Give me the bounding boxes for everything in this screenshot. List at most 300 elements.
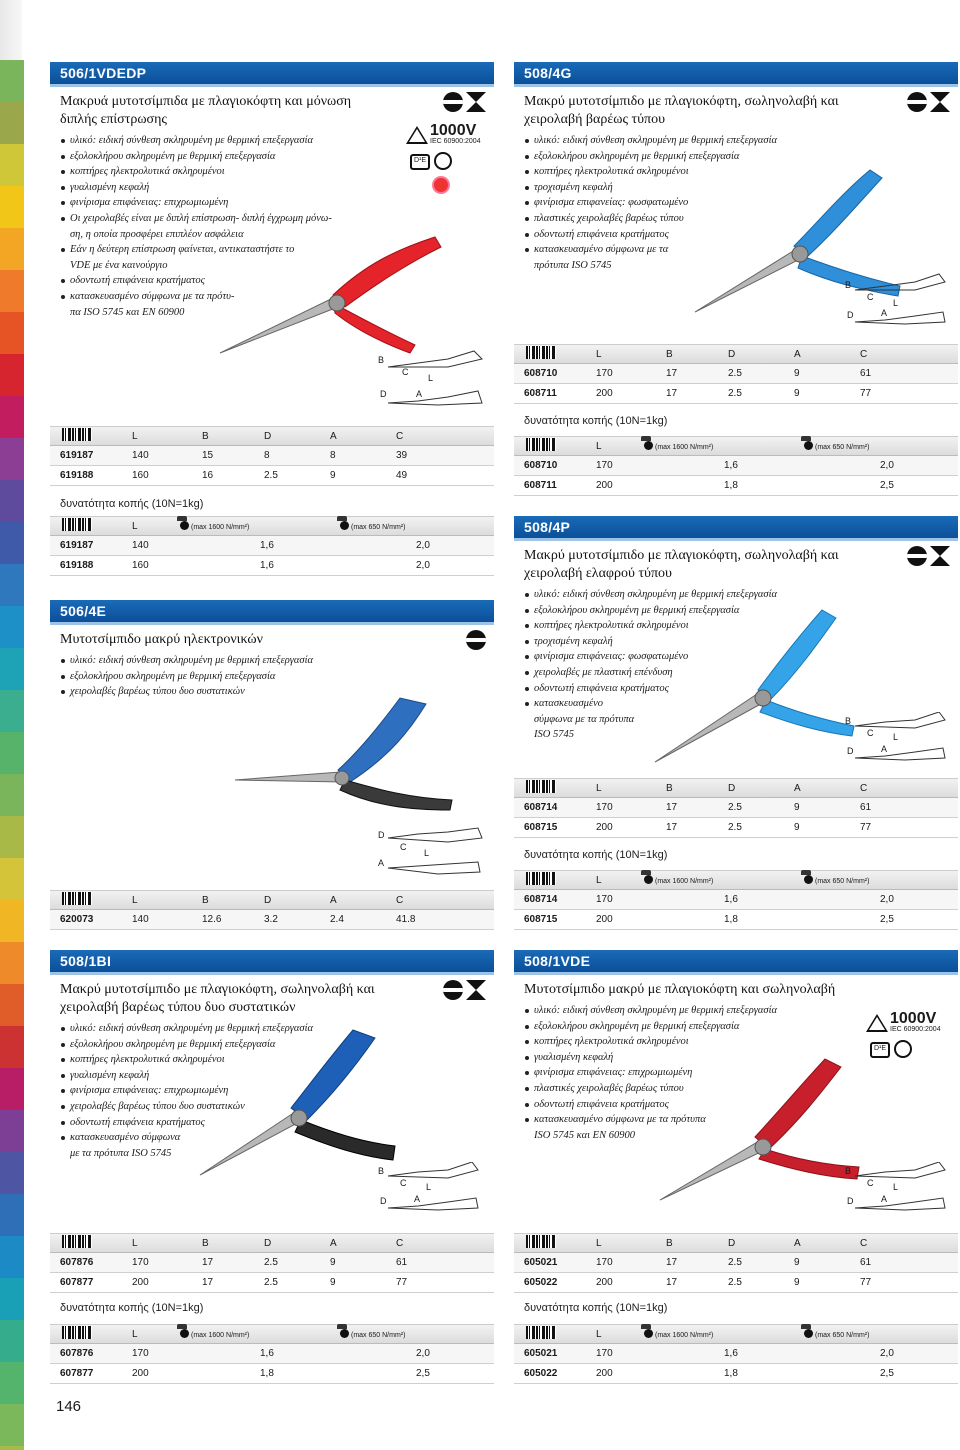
dimension-diagram: D C L A (378, 826, 498, 896)
product-title: Μακρύ μυτοτσίμπιδο με πλαγιοκόφτη, σωληνολαβή και χειρολαβή βαρέως τύπου δυο συστατικών (60, 982, 375, 1015)
column-header: D (728, 1237, 736, 1249)
feature-item: κοπτήρες ηλεκτρολυτικά σκληρυμένοι (524, 1034, 958, 1050)
color-tab (0, 186, 24, 228)
feature-item: οδοντωτή επιφάνεια κρατήματος (524, 227, 958, 243)
color-tab (0, 1194, 24, 1236)
column-header: C (396, 1237, 404, 1249)
pliers-image-red-vde (655, 1045, 865, 1205)
table-row (514, 1273, 958, 1293)
table-row (514, 384, 958, 404)
feature-item: φινίρισμα επιφανείας: φωσφατωμένο (524, 195, 958, 211)
color-tab (0, 732, 24, 774)
table-cell: 2,5 (880, 480, 894, 491)
table-cell: 2.5 (264, 1257, 278, 1268)
column-header: L (132, 1328, 138, 1340)
column-header: L (596, 348, 602, 360)
table-cell: 607877 (60, 1368, 94, 1379)
table-cell: 200 (596, 1277, 613, 1288)
column-header: D (728, 348, 736, 360)
table-cell: 2.5 (264, 470, 278, 481)
column-header: L (132, 430, 138, 442)
nose-icon (466, 630, 486, 650)
table-cell: 1,8 (724, 1368, 738, 1379)
table-cell: 608714 (524, 894, 558, 905)
table-cell: 9 (794, 802, 800, 813)
table-cell: 2.5 (728, 1277, 742, 1288)
color-tab (0, 1362, 24, 1404)
cutting-capacity-table (50, 516, 494, 576)
feature-item: χειρολαβές με πλαστική επένδυση (524, 665, 958, 681)
table-cell: 607877 (60, 1277, 94, 1288)
table-row (514, 364, 958, 384)
feature-item: κατασκευασμένο σύμφωνα με τα (524, 242, 958, 258)
feature-item: υλικό: ειδική σύνθεση σκληρυμένη με θερμική επεξεργασία (524, 587, 958, 603)
dimensions-table (50, 890, 494, 930)
table-cell: 605022 (524, 1368, 558, 1379)
barcode-icon (62, 518, 92, 531)
feature-item: φινίρισμα επιφάνειας: φωσφατωμένο (524, 649, 958, 665)
table-header (514, 1233, 958, 1253)
color-tab (0, 480, 24, 522)
column-header: (max 1600 N/mm²) (180, 521, 340, 532)
feature-item: εξολοκλήρου σκληρυμένη με θερμική επεξεργασία (524, 1019, 958, 1035)
feature-item: κοπτήρες ηλεκτρολυτικά σκληρυμένοι (60, 1052, 494, 1068)
barcode-icon (62, 892, 92, 905)
table-cell: 77 (860, 388, 872, 399)
column-header: C (860, 348, 868, 360)
column-header: A (330, 430, 337, 442)
color-tab (0, 1152, 24, 1194)
table-cell: 619188 (60, 470, 94, 481)
table-cell: 200 (596, 822, 613, 833)
feature-item: χειρολαβές βαρέως τύπου δυο συστατικών (60, 684, 494, 700)
column-header: D (264, 430, 272, 442)
table-cell: 140 (132, 914, 149, 925)
column-header: L (596, 874, 602, 886)
table-cell: 61 (860, 802, 872, 813)
cutting-capacity-table (514, 870, 958, 930)
table-cell: 1,8 (260, 1368, 274, 1379)
color-tab (0, 984, 24, 1026)
table-header (50, 1324, 494, 1344)
table-header (514, 436, 958, 456)
table-cell: 15 (202, 450, 214, 461)
feature-item: κατασκευασμένο σύμφωνα (60, 1130, 494, 1146)
table-header (514, 1324, 958, 1344)
color-tab (0, 1446, 24, 1450)
cutter-icon (930, 92, 950, 112)
dimension-diagram: B C L D A (845, 1162, 960, 1232)
dimension-diagram: B C L D A (378, 345, 498, 415)
column-header: L (596, 440, 602, 452)
color-tab (0, 144, 24, 186)
feature-item: φινίρισμα επιφάνειας: επιχρωμιωμένη (60, 1083, 494, 1099)
hardness-icon (804, 875, 813, 884)
table-row (50, 446, 494, 466)
table-cell: 17 (202, 1257, 214, 1268)
vde-shield-icon: D¹E (870, 1042, 890, 1058)
nose-icon (443, 980, 463, 1000)
table-cell: 170 (596, 460, 613, 471)
column-header: L (596, 782, 602, 794)
column-header: (max 650 N/mm²) (340, 521, 494, 532)
nose-icon (907, 546, 927, 566)
table-row (514, 910, 958, 930)
column-header: B (666, 348, 673, 360)
column-header: D (264, 1237, 272, 1249)
table-cell: 9 (330, 1277, 336, 1288)
pliers-image-bicomponent (195, 1020, 405, 1180)
gs-mark-icon (434, 152, 452, 170)
iec-standard: IEC 60900:2004 (890, 1026, 941, 1033)
vde-certification-mark (864, 1010, 944, 1090)
color-tab (0, 690, 24, 732)
feature-item: υλικό: ειδική σύνθεση σκληρυμένη με θερμική επεξεργασία (60, 1021, 494, 1037)
table-row (514, 890, 958, 910)
column-header: (max 650 N/mm²) (804, 875, 958, 886)
column-header: A (330, 1237, 337, 1249)
table-cell: 9 (794, 368, 800, 379)
feature-item: εξολοκλήρου σκληρυμένη με θερμική επεξεργασία (60, 149, 494, 165)
color-tab (0, 858, 24, 900)
color-tab (0, 522, 24, 564)
table-cell: 608715 (524, 822, 558, 833)
dimension-diagram: B C L D A (378, 1162, 498, 1232)
cutting-capacity-table (514, 1324, 958, 1384)
barcode-icon (62, 428, 92, 441)
table-row (50, 1273, 494, 1293)
color-tab (0, 942, 24, 984)
column-header: (max 650 N/mm²) (340, 1329, 494, 1340)
column-header: A (794, 1237, 801, 1249)
product-code: 506/1VDEDP (50, 62, 494, 84)
table-cell: 17 (666, 368, 678, 379)
color-tab (0, 1236, 24, 1278)
cutter-icon (466, 92, 486, 112)
nose-icon (907, 92, 927, 112)
table-cell: 605021 (524, 1257, 558, 1268)
column-header: L (596, 1328, 602, 1340)
table-cell: 170 (596, 802, 613, 813)
feature-item: πλαστικές χειρολαβές βαρέως τύπου (524, 1081, 958, 1097)
cutting-capacity-table (514, 436, 958, 496)
table-cell: 1,6 (724, 894, 738, 905)
table-cell: 140 (132, 540, 149, 551)
table-cell: 2,5 (416, 1368, 430, 1379)
table-cell: 2,5 (880, 914, 894, 925)
cutting-capacity-caption: δυνατότητα κοπής (10N=1kg) (524, 415, 668, 427)
hardness-icon (804, 1329, 813, 1338)
table-header (50, 890, 494, 910)
column-header: L (132, 1237, 138, 1249)
column-header: C (396, 430, 404, 442)
feature-item: χειρολαβές βαρέως τύπου δυο συστατικών (60, 1099, 494, 1115)
color-tab (0, 354, 24, 396)
table-cell: 41.8 (396, 914, 416, 925)
table-row (514, 1344, 958, 1364)
feature-item: Οι χειρολαβές είναι με διπλή επίστρωση- διπλή έγχρωμη μόνω- (60, 211, 494, 227)
table-cell: 77 (860, 822, 872, 833)
table-cell: 608710 (524, 460, 558, 471)
table-header (50, 516, 494, 536)
pliers-image-red-insulated (215, 225, 445, 360)
table-cell: 2.5 (728, 802, 742, 813)
barcode-icon (526, 780, 556, 793)
table-cell: 2,0 (880, 460, 894, 471)
feature-item: πα ISO 5745 και EN 60900 (70, 306, 185, 318)
dimension-diagram: B C L D A (845, 712, 960, 782)
feature-item: ISO 5745 και EN 60900 (534, 1129, 635, 1141)
table-cell: 140 (132, 450, 149, 461)
color-tab (0, 774, 24, 816)
column-header: B (202, 430, 209, 442)
vde-voltage: 1000V (430, 122, 477, 139)
table-cell: 608711 (524, 388, 557, 399)
feature-item: φινίρισμα επιφάνειας: επιχρωμιωμένη (524, 1065, 958, 1081)
table-row (50, 1253, 494, 1273)
hardness-icon (180, 1329, 189, 1338)
warning-triangle-icon (406, 126, 428, 144)
table-row (50, 466, 494, 486)
table-header (514, 870, 958, 890)
table-cell: 2,5 (880, 1368, 894, 1379)
feature-item: εξολοκλήρου σκληρυμένη με θερμική επεξεργασία (524, 603, 958, 619)
color-tab (0, 1404, 24, 1446)
table-cell: 9 (794, 388, 800, 399)
color-tab (0, 1278, 24, 1320)
table-cell: 2.5 (728, 1257, 742, 1268)
table-cell: 17 (666, 1277, 678, 1288)
double-insulation-icon (434, 178, 448, 192)
column-header: (max 650 N/mm²) (804, 1329, 958, 1340)
table-row (514, 456, 958, 476)
color-tab (0, 396, 24, 438)
table-cell: 8 (330, 450, 336, 461)
table-cell: 2,0 (416, 1348, 430, 1359)
product-title: Μυτοτσίμπιδο μακρύ με πλαγιοκόφτη και σωληνολαβή (524, 982, 836, 997)
table-cell: 12.6 (202, 914, 222, 925)
vde-certification-mark (404, 122, 484, 202)
feature-item: φινίρισμα επιφάνειας: επιχρωμιωμένη (60, 195, 494, 211)
table-header (50, 1233, 494, 1253)
product-title: Μακρύ μυτοτσίμπιδο με πλαγιοκόφτη, σωληνολαβή και χειρολαβή βαρέως τύπου (524, 94, 839, 127)
column-header: (max 1600 N/mm²) (644, 1329, 804, 1340)
feature-item: τροχισμένη κεφαλή (524, 634, 958, 650)
barcode-icon (62, 1235, 92, 1248)
product-code: 508/1BI (50, 950, 494, 972)
table-cell: 9 (330, 1257, 336, 1268)
table-cell: 61 (860, 368, 872, 379)
column-header: D (264, 894, 272, 906)
table-cell: 77 (396, 1277, 408, 1288)
dimensions-table (50, 1233, 494, 1293)
table-cell: 170 (132, 1348, 149, 1359)
pliers-type-icons (907, 92, 950, 112)
color-tab (0, 102, 24, 144)
column-header: A (330, 894, 337, 906)
color-tab (0, 1320, 24, 1362)
table-cell: 1,6 (724, 460, 738, 471)
table-cell: 9 (794, 1277, 800, 1288)
column-header: (max 1600 N/mm²) (644, 875, 804, 886)
color-tab (0, 228, 24, 270)
feature-item: κοπτήρες ηλεκτρολυτικά σκληρυμένοι (60, 164, 494, 180)
table-cell: 619188 (60, 560, 94, 571)
table-row (514, 798, 958, 818)
table-row (514, 1364, 958, 1384)
hardness-icon (644, 441, 653, 450)
table-cell: 170 (596, 368, 613, 379)
table-cell: 17 (666, 822, 678, 833)
table-cell: 200 (132, 1368, 149, 1379)
dimensions-table (514, 778, 958, 838)
table-cell: 1,6 (260, 1348, 274, 1359)
table-cell: 2.5 (728, 388, 742, 399)
table-cell: 2.5 (728, 368, 742, 379)
table-row (50, 536, 494, 556)
feature-item: σύμφωνα με τα πρότυπα (534, 713, 635, 725)
column-header: B (202, 894, 209, 906)
product-code: 508/4G (514, 62, 958, 84)
pliers-type-icons (907, 546, 950, 566)
table-row (514, 818, 958, 838)
table-cell: 608715 (524, 914, 558, 925)
color-tab (0, 1026, 24, 1068)
color-tab (0, 312, 24, 354)
vde-voltage: 1000V (890, 1010, 937, 1027)
feature-item: εξολοκλήρου σκληρυμένη με θερμική επεξεργασία (60, 669, 494, 685)
hardness-icon (644, 875, 653, 884)
feature-item: Εάν η δεύτερη επίστρωση φαίνεται, αντικαταστήστε το (60, 242, 494, 258)
table-cell: 2.5 (264, 1277, 278, 1288)
barcode-icon (526, 1235, 556, 1248)
column-header: A (794, 782, 801, 794)
table-cell: 9 (794, 822, 800, 833)
table-header (514, 344, 958, 364)
table-cell: 2,0 (416, 540, 430, 551)
nose-icon (443, 92, 463, 112)
color-tab (0, 648, 24, 690)
table-cell: 2,0 (880, 1348, 894, 1359)
table-row (514, 1253, 958, 1273)
table-cell: 39 (396, 450, 408, 461)
product-code: 508/1VDE (514, 950, 958, 972)
feature-item: γυαλισμένη κεφαλή (524, 1050, 958, 1066)
gs-mark-icon (894, 1040, 912, 1058)
table-cell: 605022 (524, 1277, 558, 1288)
cutting-capacity-caption: δυνατότητα κοπής (10N=1kg) (60, 498, 204, 510)
feature-item: υλικό: ειδική σύνθεση σκληρυμένη με θερμική επεξεργασία (524, 1003, 958, 1019)
table-cell: 17 (202, 1277, 214, 1288)
warning-triangle-icon (866, 1014, 888, 1032)
table-cell: 17 (666, 802, 678, 813)
table-cell: 2,0 (880, 894, 894, 905)
table-cell: 61 (860, 1257, 872, 1268)
barcode-icon (526, 438, 556, 451)
column-header: (max 1600 N/mm²) (644, 441, 804, 452)
feature-item: υλικό: ειδική σύνθεση σκληρυμένη με θερμική επεξεργασία (60, 653, 494, 669)
feature-item: εξολοκλήρου σκληρυμένη με θερμική επεξεργασία (60, 1037, 494, 1053)
table-cell: 608711 (524, 480, 557, 491)
table-header (514, 778, 958, 798)
column-header: (max 650 N/mm²) (804, 441, 958, 452)
feature-item: υλικό: ειδική σύνθεση σκληρυμένη με θερμική επεξεργασία (524, 133, 958, 149)
feature-item: πρότυπα ISO 5745 (534, 259, 612, 271)
feature-item: οδοντωτή επιφάνεια κρατήματος (60, 273, 494, 289)
feature-item: υλικό: ειδική σύνθεση σκληρυμένη με θερμική επεξεργασία (60, 133, 494, 149)
barcode-icon (526, 872, 556, 885)
dimensions-table (514, 1233, 958, 1293)
column-header: A (794, 348, 801, 360)
dimension-diagram: B C L D A (845, 270, 960, 340)
table-cell: 2,0 (416, 560, 430, 571)
dimensions-table (514, 344, 958, 404)
table-row (514, 476, 958, 496)
cutting-capacity-caption: δυνατότητα κοπής (10N=1kg) (524, 1302, 668, 1314)
feature-item: κατασκευασμένο σύμφωνα με τα πρότυπα (524, 1112, 958, 1128)
feature-item: ISO 5745 (534, 729, 574, 741)
product-code: 506/4E (50, 600, 494, 622)
table-cell: 9 (330, 470, 336, 481)
feature-item: οδοντωτή επιφάνεια κρατήματος (524, 681, 958, 697)
table-cell: 1,8 (724, 480, 738, 491)
column-header: B (202, 1237, 209, 1249)
pliers-image-blue-light (650, 600, 860, 770)
table-cell: 8 (264, 450, 270, 461)
feature-item: πλαστικές χειρολαβές βαρέως τύπου (524, 211, 958, 227)
hardness-icon (804, 441, 813, 450)
column-header: L (132, 520, 138, 532)
feature-item: οδοντωτή επιφάνεια κρατήματος (60, 1115, 494, 1131)
column-header: L (596, 1237, 602, 1249)
table-cell: 170 (596, 1257, 613, 1268)
cutting-capacity-caption: δυνατότητα κοπής (10N=1kg) (60, 1302, 204, 1314)
feature-item: κοπτήρες ηλεκτρολυτικά σκληρυμένοι (524, 164, 958, 180)
table-cell: 619187 (60, 540, 94, 551)
table-cell: 9 (794, 1257, 800, 1268)
column-header: (max 1600 N/mm²) (180, 1329, 340, 1340)
table-header (50, 426, 494, 446)
table-cell: 160 (132, 470, 149, 481)
table-cell: 2.5 (728, 822, 742, 833)
column-header: B (666, 1237, 673, 1249)
product-title: Μυτοτσίμπιδο μακρύ ηλεκτρονικών (60, 632, 263, 647)
page-number: 146 (56, 1398, 82, 1415)
iec-standard: IEC 60900:2004 (430, 138, 481, 145)
table-row (50, 1364, 494, 1384)
table-cell: 2.4 (330, 914, 344, 925)
feature-item: οδοντωτή επιφάνεια κρατήματος (524, 1097, 958, 1113)
table-cell: 200 (596, 388, 613, 399)
color-tab (0, 1068, 24, 1110)
color-tab (0, 438, 24, 480)
table-cell: 160 (132, 560, 149, 571)
table-cell: 620073 (60, 914, 94, 925)
table-cell: 607876 (60, 1348, 94, 1359)
feature-item: κατασκευασμένο (524, 696, 958, 712)
table-cell: 1,6 (260, 560, 274, 571)
color-tab (0, 270, 24, 312)
color-tab (0, 60, 24, 102)
table-cell: 605021 (524, 1348, 558, 1359)
table-cell: 1,6 (724, 1348, 738, 1359)
barcode-icon (526, 1326, 556, 1339)
hardness-icon (644, 1329, 653, 1338)
table-cell: 200 (596, 914, 613, 925)
column-header: C (396, 894, 404, 906)
feature-item: τροχισμένη κεφαλή (524, 180, 958, 196)
column-header: C (860, 1237, 868, 1249)
